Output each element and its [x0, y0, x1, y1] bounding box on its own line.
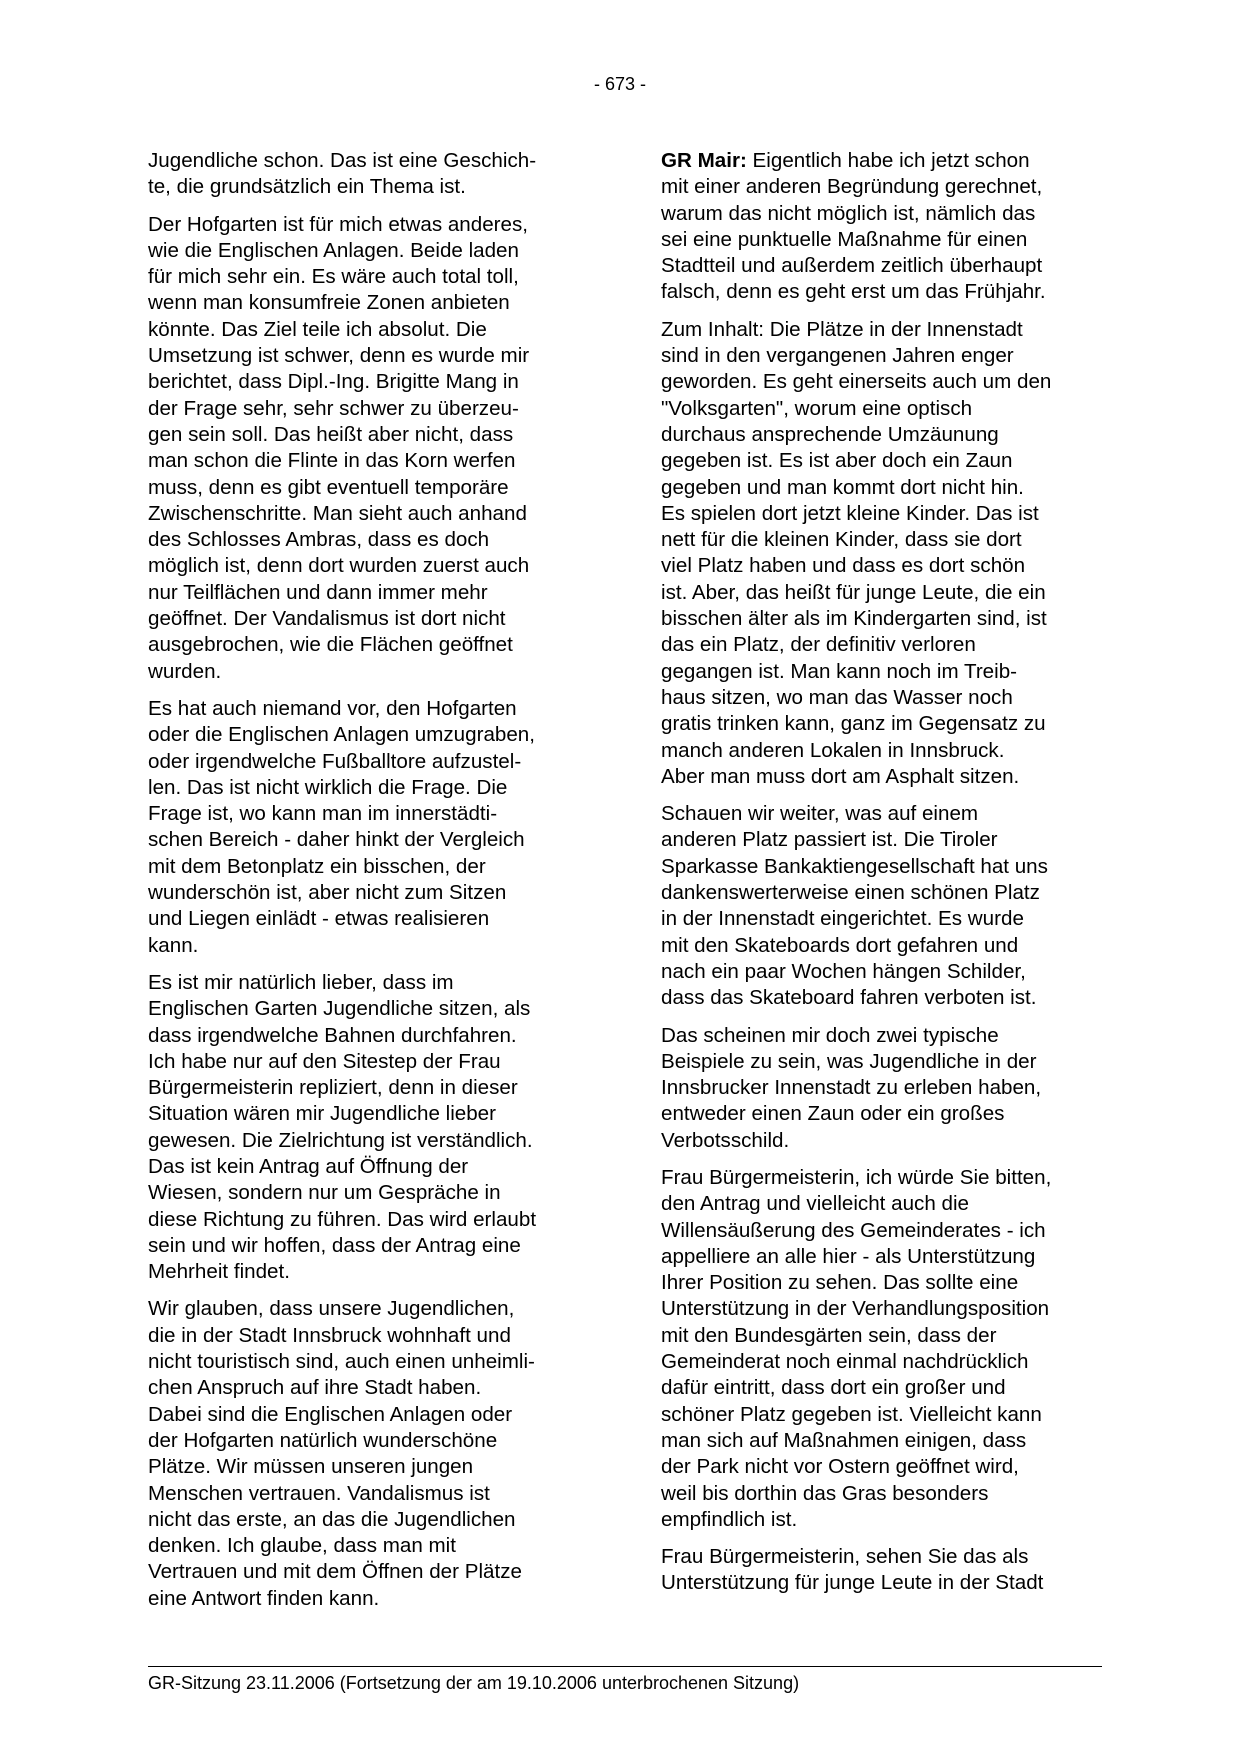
text-line: möglich ist, denn dort wurden zuerst auch: [148, 554, 530, 578]
text-line: in der Innenstadt eingerichtet. Es wurde: [661, 907, 1024, 931]
text-line: der Park nicht vor Ostern geöffnet wird,: [661, 1455, 1019, 1479]
text-line: Unterstützung in der Verhandlungsposition: [661, 1297, 1050, 1321]
text-line: [661, 148, 1111, 174]
text-line: dankenswerterweise einen schönen Platz: [661, 881, 1040, 905]
text-line: das ein Platz, der definitiv verloren: [661, 633, 976, 657]
text-line: Es spielen dort jetzt kleine Kinder. Das ist: [661, 501, 1039, 525]
text-line: des Schlosses Ambras, dass es doch: [148, 528, 490, 552]
text-line: Zwischenschritte. Man sieht auch anhand: [148, 501, 527, 525]
text-line: Unterstützung für junge Leute in der Stadt: [661, 1571, 1044, 1595]
text-line: Schauen wir weiter, was auf einem: [661, 802, 979, 826]
text-line-content: Eigentlich habe ich jetzt schon: [746, 149, 1030, 172]
text-line: Dabei sind die Englischen Anlagen oder: [148, 1402, 513, 1426]
text-line: gegeben und man kommt dort nicht hin.: [661, 475, 1024, 499]
text-line: dass irgendwelche Bahnen durchfahren.: [148, 1023, 517, 1047]
text-line: Wiesen, sondern nur um Gespräche in: [148, 1181, 501, 1205]
footer-divider: [148, 1666, 1102, 1667]
text-line: bisschen älter als im Kindergarten sind, ist: [661, 607, 1047, 631]
text-line: Bürgermeisterin repliziert, denn in dieser: [148, 1076, 518, 1100]
text-line: und Liegen einlädt - etwas realisieren: [148, 907, 490, 931]
text-line: berichtet, dass Dipl.-Ing. Brigitte Mang in: [148, 370, 519, 394]
text-line: kann.: [148, 933, 199, 957]
paragraph: [148, 970, 598, 1286]
text-line: gewesen. Die Zielrichtung ist verständlich.: [148, 1128, 533, 1152]
text-line: Beispiele zu sein, was Jugendliche in der: [661, 1049, 1037, 1073]
paragraph: [148, 1296, 598, 1612]
text-line: chen Anspruch auf ihre Stadt haben.: [148, 1376, 482, 1400]
text-line: mit den Bundesgärten sein, dass der: [661, 1323, 997, 1347]
right-column: [661, 148, 1111, 1608]
text-line: Verbotsschild.: [661, 1128, 790, 1152]
text-line: dafür eintritt, dass dort ein großer und: [661, 1376, 1006, 1400]
text-line: len. Das ist nicht wirklich die Frage. Die: [148, 775, 508, 799]
text-line: Umsetzung ist schwer, denn es wurde mir: [148, 344, 530, 368]
text-line: appelliere an alle hier - als Unterstützung: [661, 1244, 1036, 1268]
text-line: sind in den vergangenen Jahren enger: [661, 344, 1014, 368]
text-line: geworden. Es geht einerseits auch um den: [661, 370, 1052, 394]
text-line: sein und wir hoffen, dass der Antrag eine: [148, 1233, 521, 1257]
text-line: nicht touristisch sind, auch einen unheimli-: [148, 1350, 535, 1374]
text-line: wurden.: [148, 659, 222, 683]
text-line: oder die Englischen Anlagen umzugraben,: [148, 723, 535, 747]
paragraph: [148, 148, 598, 201]
text-line: schen Bereich - daher hinkt der Vergleich: [148, 828, 525, 852]
page-number: - 673 -: [593, 74, 647, 94]
text-line: Ich habe nur auf den Sitestep der Frau: [148, 1049, 501, 1073]
text-line: anderen Platz passiert ist. Die Tiroler: [661, 828, 998, 852]
left-column: [148, 148, 598, 1623]
text-line: Frage ist, wo kann man im innerstädti-: [148, 802, 498, 826]
text-line: muss, denn es gibt eventuell temporäre: [148, 475, 509, 499]
paragraph: [661, 317, 1111, 790]
text-line: die in der Stadt Innsbruck wohnhaft und: [148, 1323, 511, 1347]
paragraph: [661, 801, 1111, 1011]
text-line: haus sitzen, wo man das Wasser noch: [661, 685, 1013, 709]
text-line: Frau Bürgermeisterin, sehen Sie das als: [661, 1545, 1029, 1569]
text-line: Jugendliche schon. Das ist eine Geschich-: [148, 149, 537, 172]
text-line: nett für die kleinen Kinder, dass sie dort: [661, 528, 1022, 552]
text-line: mit den Skateboards dort gefahren und: [661, 933, 1019, 957]
text-line: der Hofgarten natürlich wunderschöne: [148, 1428, 498, 1452]
text-line: Ihrer Position zu sehen. Das sollte eine: [661, 1271, 1019, 1295]
text-line: gegeben ist. Es ist aber doch ein Zaun: [661, 449, 1013, 473]
paragraph: [148, 212, 598, 685]
text-line: nach ein paar Wochen hängen Schilder,: [661, 959, 1026, 983]
text-line: diese Richtung zu führen. Das wird erlaubt: [148, 1207, 537, 1231]
text-line: Gemeinderat noch einmal nachdrücklich: [661, 1350, 1029, 1374]
paragraph: [148, 696, 598, 959]
text-line: Stadtteil und außerdem zeitlich überhaupt: [661, 254, 1043, 278]
text-line: Es hat auch niemand vor, den Hofgarten: [148, 696, 517, 720]
text-line: Vertrauen und mit dem Öffnen der Plätze: [148, 1560, 522, 1584]
speaker-name: GR Mair:: [661, 149, 747, 172]
paragraph: [661, 1165, 1111, 1533]
text-line: dass das Skateboard fahren verboten ist.: [661, 986, 1037, 1010]
text-line: Menschen vertrauen. Vandalismus ist: [148, 1481, 490, 1505]
text-line: Innsbrucker Innenstadt zu erleben haben,: [661, 1076, 1042, 1100]
text-line: Aber man muss dort am Asphalt sitzen.: [661, 764, 1020, 788]
text-line: Plätze. Wir müssen unseren jungen: [148, 1455, 474, 1479]
text-line: wunderschön ist, aber nicht zum Sitzen: [148, 881, 507, 905]
text-line: Das ist kein Antrag auf Öffnung der: [148, 1154, 469, 1178]
text-line: denken. Ich glaube, dass man mit: [148, 1534, 456, 1558]
text-line: sei eine punktuelle Maßnahme für einen: [661, 227, 1028, 251]
text-line: manch anderen Lokalen in Innsbruck.: [661, 738, 1005, 762]
text-line: weil bis dorthin das Gras besonders: [661, 1481, 989, 1505]
text-line: man schon die Flinte in das Korn werfen: [148, 449, 516, 473]
footer-text: GR-Sitzung 23.11.2006 (Fortsetzung der am 19.10.2006 unterbrochenen Sitzung): [148, 1673, 800, 1693]
text-line: entweder einen Zaun oder ein großes: [661, 1102, 1005, 1126]
text-line: könnte. Das Ziel teile ich absolut. Die: [148, 317, 487, 341]
text-line: Willensäußerung des Gemeinderates - ich: [661, 1218, 1046, 1242]
text-line: Frau Bürgermeisterin, ich würde Sie bitten,: [661, 1165, 1052, 1189]
paragraph: [661, 148, 1111, 306]
text-line: empfindlich ist.: [661, 1507, 798, 1531]
text-line: te, die grundsätzlich ein Thema ist.: [148, 175, 466, 199]
text-line: ausgebrochen, wie die Flächen geöffnet: [148, 633, 513, 657]
text-line: durchaus ansprechende Umzäunung: [661, 422, 999, 446]
text-line: mit dem Betonplatz ein bisschen, der: [148, 854, 486, 878]
text-line: wie die Englischen Anlagen. Beide laden: [148, 238, 519, 262]
text-line: oder irgendwelche Fußballtore aufzustel-: [148, 749, 522, 773]
text-line: wenn man konsumfreie Zonen anbieten: [148, 291, 510, 315]
text-line: gen sein soll. Das heißt aber nicht, dass: [148, 422, 514, 446]
text-line: geöffnet. Der Vandalismus ist dort nicht: [148, 607, 506, 631]
text-line: Wir glauben, dass unsere Jugendlichen,: [148, 1297, 515, 1321]
text-line: Zum Inhalt: Die Plätze in der Innenstadt: [661, 317, 1023, 341]
text-line: Situation wären mir Jugendliche lieber: [148, 1102, 496, 1126]
text-line: Der Hofgarten ist für mich etwas anderes,: [148, 212, 528, 236]
text-line: gratis trinken kann, ganz im Gegensatz zu: [661, 712, 1046, 736]
text-line: viel Platz haben und dass es dort schön: [661, 554, 1026, 578]
text-line: man sich auf Maßnahmen einigen, dass: [661, 1428, 1027, 1452]
text-line: falsch, denn es geht erst um das Frühjahr.: [661, 280, 1046, 304]
text-line: Es ist mir natürlich lieber, dass im: [148, 970, 454, 994]
text-line: für mich sehr ein. Es wäre auch total toll,: [148, 265, 519, 289]
text-line: warum das nicht möglich ist, nämlich das: [661, 201, 1036, 225]
text-line: Sparkasse Bankaktiengesellschaft hat uns: [661, 854, 1048, 878]
paragraph: [661, 1023, 1111, 1154]
text-line: den Antrag und vielleicht auch die: [661, 1192, 969, 1216]
text-line: Mehrheit findet.: [148, 1260, 290, 1284]
text-line: eine Antwort finden kann.: [148, 1586, 380, 1610]
text-line: gegangen ist. Man kann noch im Treib-: [661, 659, 1018, 683]
text-line: Englischen Garten Jugendliche sitzen, als: [148, 997, 531, 1021]
text-line: Das scheinen mir doch zwei typische: [661, 1023, 999, 1047]
paragraph: [661, 1544, 1111, 1597]
text-line: mit einer anderen Begründung gerechnet,: [661, 175, 1043, 199]
text-line: nur Teilflächen und dann immer mehr: [148, 580, 488, 604]
text-line: der Frage sehr, sehr schwer zu überzeu-: [148, 396, 519, 420]
text-line: schöner Platz gegeben ist. Vielleicht kann: [661, 1402, 1042, 1426]
text-line: ist. Aber, das heißt für junge Leute, die ein: [661, 580, 1046, 604]
text-line: nicht das erste, an das die Jugendlichen: [148, 1507, 516, 1531]
text-line: "Volksgarten", worum eine optisch: [661, 396, 973, 420]
